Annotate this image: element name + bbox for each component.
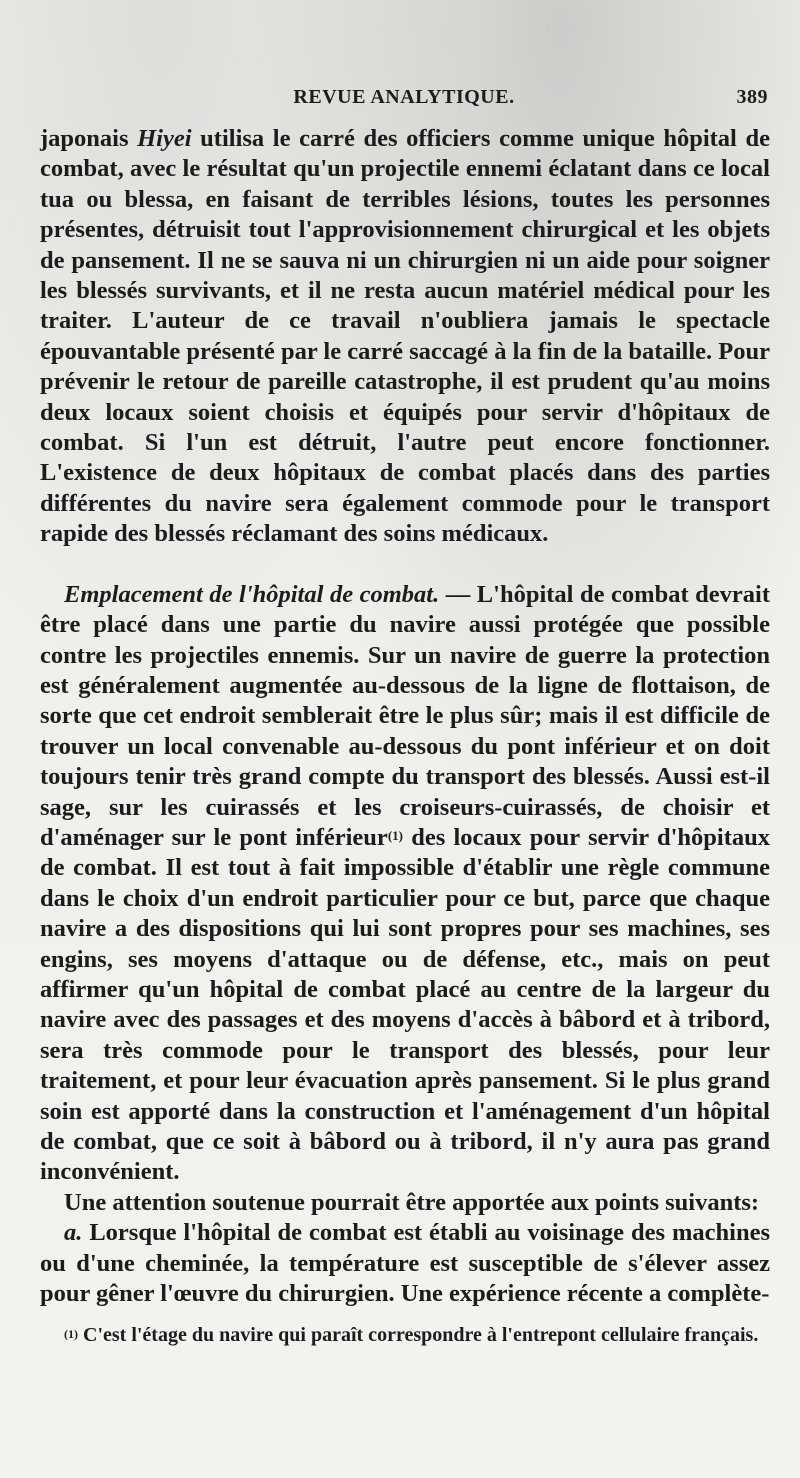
paragraph-text: Lorsque l'hôpital de combat est établi au voisinage des machines ou d'une cheminée, la température est susceptible de s'élever assez pour gêner l'œuvre du chirurgien. Une expérience récente a complète-: [40, 1219, 770, 1308]
paragraph-text: utilisa le carré des officiers comme unique hôpital de combat, avec le résultat qu'un projectile ennemi éclatant dans ce local tua ou blessa, en faisant de terribles lésions, toutes les personnes présentes, détruisit tout l'approvisionnement chirurgical et les objets de pansement. Il ne se sauva ni un chirurgien ni un aide pour soigner les blessés survivants, et il ne resta aucun matériel médical pour les traiter. L'auteur de ce travail n'oubliera jamais le spectacle épouvantable présenté par le carré saccagé à la fin de la bataille. Pour prévenir le retour de pareille catastrophe, il est prudent qu'au moins deux locaux soient choisis et équipés pour servir d'hôpitaux de combat. Si l'un est détruit, l'autre peut encore fonctionner. L'existence de deux hôpitaux de combat placés dans des parties différentes du navire sera également commode pour le transport rapide des blessés réclamant des soins médicaux.: [40, 125, 770, 548]
footnote-text: C'est l'étage du navire qui paraît correspondre à l'entrepont cellulaire français.: [78, 1324, 759, 1346]
paragraph: [40, 1218, 770, 1309]
body-text: [40, 124, 770, 1309]
paragraph: [40, 1188, 770, 1218]
paragraph-text: Une attention soutenue pourrait être apportée aux points suivants:: [64, 1188, 760, 1216]
footnote-marker: (1): [64, 1327, 78, 1341]
ship-name: Hiyei: [137, 125, 192, 152]
page-number: 389: [736, 86, 768, 108]
page-header: [40, 86, 768, 116]
footnote: [40, 1322, 770, 1348]
paragraph: [40, 580, 770, 1188]
section-title: Emplacement de l'hôpital de combat.: [64, 580, 440, 608]
paragraph-text: — L'hôpital de combat devrait être placé dans une partie du navire aussi protégée que possible contre les projectiles ennemis. Sur un navire de guerre la protection est généralement augmentée au-dessous de la ligne de flottaison, de sorte que cet endroit semblerait être le plus sûr; mais il est difficile de trouver un local convenable au-dessous du pont inférieur et on doit toujours tenir très grand compte du transport des blessés. Aussi est-il sage, sur les cuirassés et les croiseurs-cuirassés, de choisir et d'aménager sur le pont inférieur: [40, 580, 770, 851]
list-label: a.: [64, 1219, 83, 1247]
paragraph-text: des locaux pour servir d'hôpitaux de combat. Il est tout à fait impossible d'établir une règle commune dans le choix d'un endroit particulier pour ce but, parce que chaque navire a des dispositions qui lui sont propres pour ses machines, ses engins, ses moyens d'attaque ou de défense, etc., mais on peut affirmer qu'un hôpital de combat placé au centre de la largeur du navire avec des passages et des moyens d'accès à bâbord et à tribord, sera très commode pour le transport des blessés, pour leur traitement, et pour leur évacuation après pansement. Si le plus grand soin est apporté dans la construction et l'aménagement d'un hôpital de combat, que ce soit à bâbord ou à tribord, il n'y aura pas grand inconvénient.: [40, 823, 770, 1186]
running-title: REVUE ANALYTIQUE.: [293, 86, 515, 108]
paragraph: [40, 124, 770, 550]
footnote-reference: (1): [387, 827, 403, 843]
paragraph-text: japonais: [40, 125, 138, 152]
